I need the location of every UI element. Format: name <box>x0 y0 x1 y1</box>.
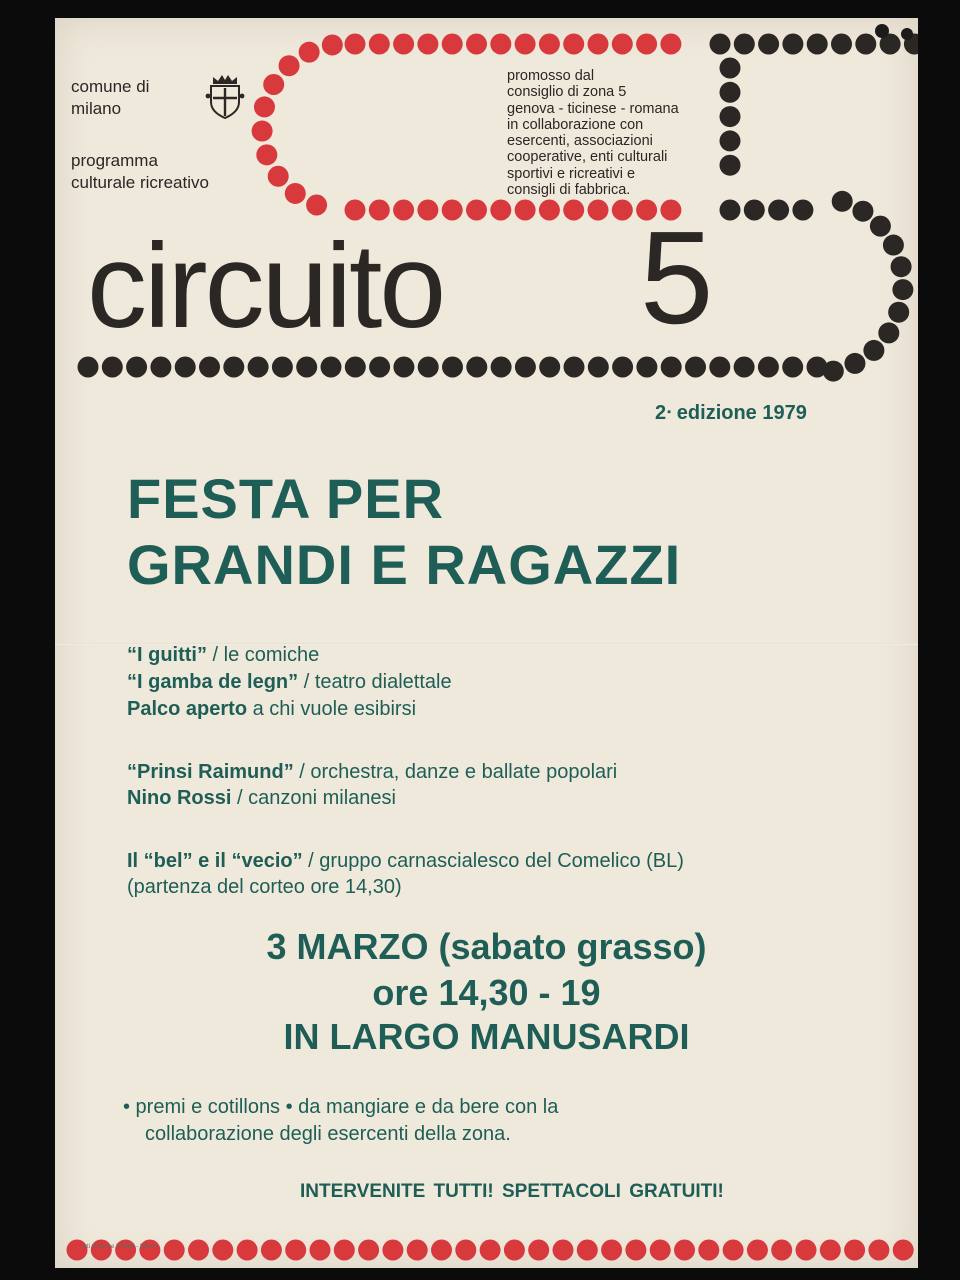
red-dot <box>299 42 320 63</box>
sponsor-line: esercenti, associazioni <box>507 133 653 150</box>
program-item <box>127 848 684 875</box>
pin-hole-icon <box>875 24 889 38</box>
dark-dot <box>175 357 196 378</box>
program-item <box>127 642 319 669</box>
dark-dot <box>758 357 779 378</box>
dark-dot <box>807 34 828 55</box>
dark-dot <box>199 357 220 378</box>
red-dot <box>369 34 390 55</box>
sponsor-line: consigli di fabbrica. <box>507 182 631 199</box>
dark-dot <box>636 357 657 378</box>
dark-dot <box>588 357 609 378</box>
red-dot <box>67 1240 88 1261</box>
dark-dot <box>369 357 390 378</box>
poster-title: circuito <box>87 219 444 353</box>
red-dot <box>306 194 327 215</box>
event-date: 3 MARZO (sabato grasso) <box>266 926 707 967</box>
red-dot <box>358 1240 379 1261</box>
red-dot <box>268 166 289 187</box>
dark-dot <box>852 201 873 222</box>
program-item <box>127 874 402 901</box>
dark-dot <box>883 235 904 256</box>
dark-dot <box>539 357 560 378</box>
red-dot <box>612 34 633 55</box>
dark-dot <box>442 357 463 378</box>
dark-dot <box>720 106 741 127</box>
sponsor-block <box>507 68 679 198</box>
red-dot <box>539 34 560 55</box>
pin-hole-icon <box>901 28 913 40</box>
act-name: “I gamba de legn” <box>127 671 299 693</box>
milan-coat-of-arms-icon <box>205 72 245 120</box>
red-dot <box>310 1240 331 1261</box>
dark-dot <box>844 353 865 374</box>
issuer-label <box>71 76 149 120</box>
program-line-2: culturale ricreativo <box>71 173 209 192</box>
red-dot <box>515 200 536 221</box>
red-dot <box>466 34 487 55</box>
red-dot <box>322 34 343 55</box>
dark-dot <box>782 34 803 55</box>
dark-dot <box>807 357 828 378</box>
dark-dot <box>720 155 741 176</box>
red-dot <box>279 55 300 76</box>
red-dot <box>466 200 487 221</box>
red-dot <box>164 1240 185 1261</box>
poster-sheet <box>55 18 918 1268</box>
red-dot <box>261 1240 282 1261</box>
dark-dot <box>720 58 741 79</box>
dark-dot <box>734 34 755 55</box>
act-name: “Prinsi Raimund” <box>127 761 294 783</box>
program-item <box>127 696 416 723</box>
sponsor-line: promosso dal <box>507 68 595 84</box>
issuer-line-2: milano <box>71 99 122 118</box>
dark-dot <box>564 357 585 378</box>
dark-dot <box>102 357 123 378</box>
call-to-action: INTERVENITE TUTTI! SPETTACOLI GRATUITI! <box>300 1181 724 1202</box>
event-place: IN LARGO MANUSARDI <box>283 1016 690 1057</box>
red-dot <box>747 1240 768 1261</box>
dark-dot <box>891 256 912 277</box>
red-dot <box>650 1240 671 1261</box>
headline-line-1: FESTA PER <box>127 467 445 530</box>
act-description: / le comiche <box>206 644 320 666</box>
red-dot <box>660 34 681 55</box>
red-dot <box>334 1240 355 1261</box>
dark-dot <box>863 340 884 361</box>
act-description: / canzoni milanesi <box>231 787 396 809</box>
red-dot <box>490 34 511 55</box>
dark-dot <box>792 200 813 221</box>
dark-dot <box>878 322 899 343</box>
red-dot <box>417 34 438 55</box>
red-dot <box>820 1240 841 1261</box>
act-name: Nino Rossi <box>127 787 232 809</box>
dark-dot <box>685 357 706 378</box>
red-dot <box>563 34 584 55</box>
red-dot <box>625 1240 646 1261</box>
dark-dot <box>831 34 852 55</box>
act-description: / teatro dialettale <box>298 671 452 693</box>
red-dot <box>254 96 275 117</box>
red-dot <box>455 1240 476 1261</box>
act-description: / orchestra, danze e ballate popolari <box>293 761 618 783</box>
red-dot <box>285 1240 306 1261</box>
red-dot <box>407 1240 428 1261</box>
act-description: (partenza del corteo ore 14,30) <box>127 876 402 898</box>
dark-dot <box>710 34 731 55</box>
red-dot <box>285 183 306 204</box>
red-dot <box>345 34 366 55</box>
red-dot <box>442 200 463 221</box>
red-dot <box>139 1240 160 1261</box>
act-name: “I guitti” <box>127 644 207 666</box>
dark-dot <box>612 357 633 378</box>
red-dot <box>382 1240 403 1261</box>
red-dot <box>796 1240 817 1261</box>
red-dot <box>563 200 584 221</box>
dark-dot <box>78 357 99 378</box>
red-dot <box>723 1240 744 1261</box>
act-description: a chi vuole esibirsi <box>247 698 417 720</box>
red-dot <box>893 1240 914 1261</box>
red-dot <box>480 1240 501 1261</box>
dark-dot <box>870 216 891 237</box>
dark-dot <box>466 357 487 378</box>
dark-dot <box>734 357 755 378</box>
red-dot <box>674 1240 695 1261</box>
red-dot <box>528 1240 549 1261</box>
dark-dot <box>720 82 741 103</box>
dark-dot <box>720 130 741 151</box>
dark-dot <box>782 357 803 378</box>
dark-dot <box>345 357 366 378</box>
red-dot <box>237 1240 258 1261</box>
sponsor-line: consiglio di zona 5 <box>507 84 627 101</box>
dark-dot <box>491 357 512 378</box>
event-time: ore 14,30 - 19 <box>372 972 601 1013</box>
issuer-line-1: comune di <box>71 77 150 96</box>
extras-line-2: collaborazione degli esercenti della zona. <box>145 1123 511 1145</box>
dark-dot <box>272 357 293 378</box>
extras-line-1: • premi e cotillons • da mangiare e da bere con la <box>123 1096 559 1118</box>
act-description: / gruppo carnascialesco del Comelico (BL) <box>302 850 684 872</box>
red-dot <box>588 200 609 221</box>
dark-dot <box>709 357 730 378</box>
dark-dot <box>744 200 765 221</box>
red-dot <box>515 34 536 55</box>
dark-dot <box>832 191 853 212</box>
dark-dot <box>758 34 779 55</box>
program-line-1: programma <box>71 151 158 170</box>
red-dot <box>115 1240 136 1261</box>
dark-dot <box>888 302 909 323</box>
program-item <box>127 759 617 786</box>
edition-label: 2ᐧ edizione 1979 <box>655 402 807 424</box>
sponsor-line: cooperative, enti culturali <box>507 149 668 166</box>
dark-dot <box>892 279 913 300</box>
red-dot <box>636 34 657 55</box>
red-dot <box>188 1240 209 1261</box>
dark-dot <box>248 357 269 378</box>
dark-dot <box>855 34 876 55</box>
red-dot <box>601 1240 622 1261</box>
red-dot <box>771 1240 792 1261</box>
red-dot <box>539 200 560 221</box>
circuit-number: 5 <box>640 204 714 351</box>
program-item <box>127 785 396 812</box>
red-dot <box>212 1240 233 1261</box>
red-dot <box>442 34 463 55</box>
red-dot <box>844 1240 865 1261</box>
red-dot <box>698 1240 719 1261</box>
printer-credit: Arti Grafiche ROBBI - Milano <box>81 1244 158 1250</box>
dark-dot <box>150 357 171 378</box>
red-dot <box>91 1240 112 1261</box>
red-dot <box>612 200 633 221</box>
program-item <box>127 669 452 696</box>
red-dot <box>553 1240 574 1261</box>
extras-block <box>123 1094 558 1148</box>
red-dot <box>256 144 277 165</box>
red-dot <box>868 1240 889 1261</box>
headline <box>127 466 681 598</box>
headline-line-2: GRANDI E RAGAZZI <box>127 533 682 596</box>
red-dot <box>490 200 511 221</box>
dark-dot <box>126 357 147 378</box>
red-dot <box>431 1240 452 1261</box>
dark-dot <box>418 357 439 378</box>
dark-dot <box>223 357 244 378</box>
red-dot <box>588 34 609 55</box>
red-dot <box>252 121 273 142</box>
red-dot <box>504 1240 525 1261</box>
dark-dot <box>768 200 789 221</box>
sponsor-line: in collaborazione con <box>507 116 644 133</box>
red-dot <box>263 74 284 95</box>
act-name: Il “bel” e il “vecio” <box>127 850 303 872</box>
dark-dot <box>321 357 342 378</box>
dark-dot <box>661 357 682 378</box>
act-name: Palco aperto <box>127 698 248 720</box>
sponsor-line: genova - ticinese - romana <box>507 100 679 117</box>
dark-dot <box>515 357 536 378</box>
red-dot <box>577 1240 598 1261</box>
sponsor-line: sportivi e ricreativi e <box>507 165 636 182</box>
dark-dot <box>296 357 317 378</box>
red-dot <box>393 34 414 55</box>
dark-dot <box>393 357 414 378</box>
program-label <box>71 150 209 194</box>
dark-dot <box>720 200 741 221</box>
